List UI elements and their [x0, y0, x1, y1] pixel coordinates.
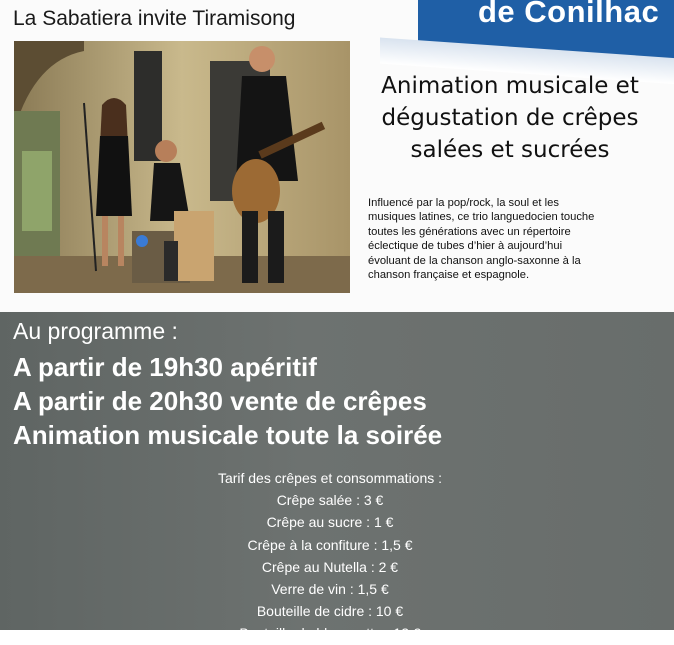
band-photo-illustration	[14, 41, 350, 293]
programme-item-aperitif: A partir de 19h30 apéritif	[13, 352, 317, 382]
price-item: Verre de vin : 1,5 €	[271, 581, 389, 598]
programme-item-crepes: A partir de 20h30 vente de crêpes	[13, 386, 427, 416]
price-item: Crêpe à la confiture : 1,5 €	[247, 536, 413, 553]
headline-line-1: Animation musicale et	[381, 73, 639, 99]
programme-heading: Au programme :	[13, 318, 178, 344]
price-list-heading: Tarif des crêpes et consommations :	[217, 470, 443, 486]
price-item: Bouteille de blanquette : 12 €	[239, 625, 421, 642]
banner-text: de Conilhac	[478, 0, 660, 29]
description-line-6: chanson française et espagnole.	[368, 269, 530, 282]
headline	[364, 70, 656, 166]
price-list	[120, 467, 540, 645]
price-item: Crêpe au sucre : 1 €	[266, 514, 394, 531]
programme-item-animation: Animation musicale toute la soirée	[13, 420, 443, 450]
price-item: Bouteille de cidre : 10 €	[256, 603, 404, 620]
headline-line-3: salées et sucrées	[410, 137, 610, 163]
description-line-5: évoluant de la chanson anglo-saxonne à la	[368, 254, 581, 267]
page-title: La Sabatiera invite Tiramisong	[13, 7, 296, 30]
description-line-1: Influencé par la pop/rock, la soul et les	[368, 197, 559, 209]
price-item: Crêpe salée : 3 €	[276, 492, 384, 509]
description-line-4: éclectique de tubes d’hier à aujourd’hui	[368, 240, 563, 253]
band-description	[368, 196, 668, 282]
description-line-2: musiques latines, ce trio languedocien touche	[368, 211, 595, 224]
band-photo	[14, 41, 350, 293]
price-item: Crêpe au Nutella : 2 €	[261, 558, 399, 575]
description-line-3: toutes les générations avec un répertoire	[368, 225, 571, 238]
headline-line-2: dégustation de crêpes	[381, 105, 639, 131]
